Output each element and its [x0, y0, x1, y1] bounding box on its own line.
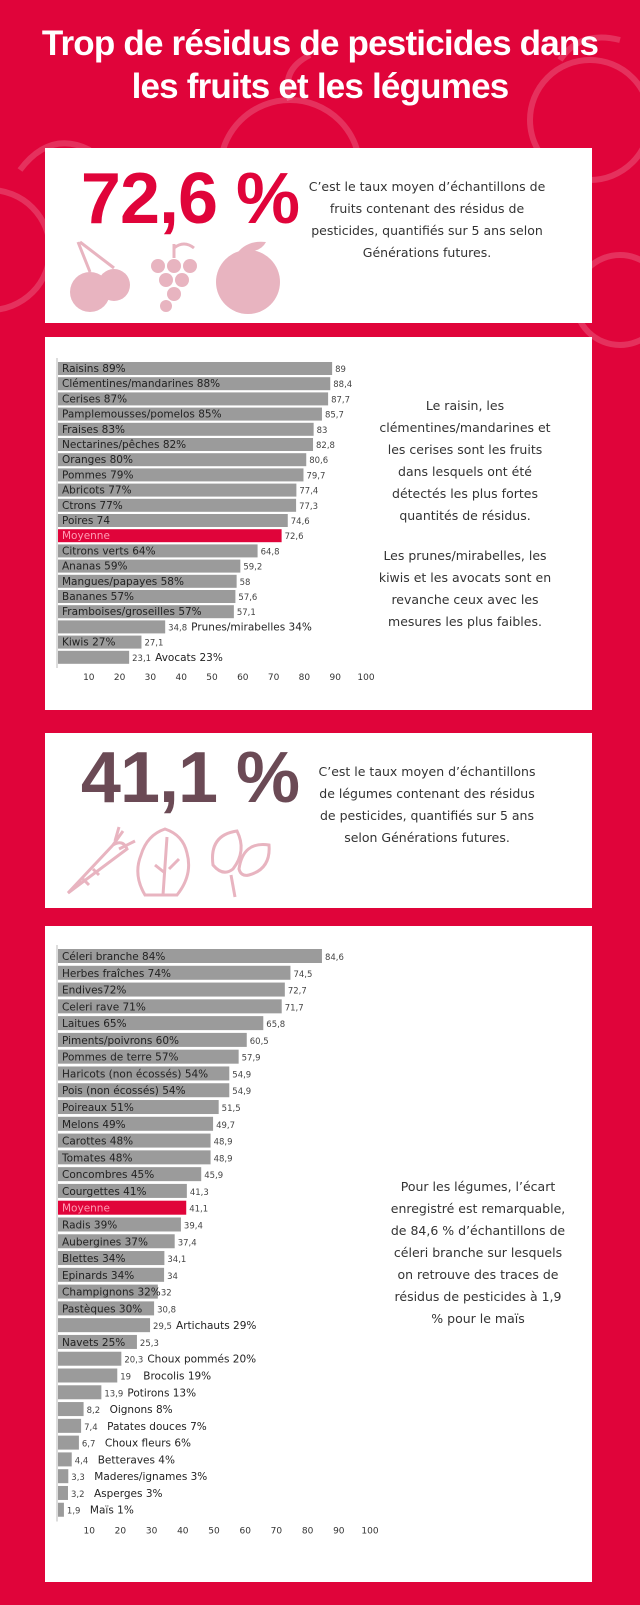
bar-value-label: 8,2	[86, 1406, 101, 1417]
x-tick-label: 40	[175, 673, 187, 683]
bar	[58, 1402, 84, 1416]
veg-stat-text: C’est le taux moyen d’échantillons de légumes contenant des résidus de pesticides, quantifiés sur 5 ans selon Générations futures.	[318, 764, 536, 845]
title-line-1: Trop de résidus de pesticides dans	[41, 24, 599, 63]
x-tick-label: 20	[113, 673, 126, 683]
bar-value-label: 77,3	[299, 501, 319, 512]
bar-value-label: 3,2	[70, 1489, 85, 1500]
veg-average-value: 41,1 %	[80, 738, 300, 818]
bar-category-label: Celeri rave 71%	[62, 1001, 146, 1014]
x-tick-label: 50	[208, 1526, 220, 1537]
bar-value-label: 57,9	[241, 1053, 261, 1064]
bar-value-label: 77,4	[299, 486, 319, 497]
bar-category-label: Patates douces 7%	[107, 1420, 207, 1433]
fruits-bar-chart	[45, 337, 375, 710]
bar-value-label: 79,7	[306, 471, 326, 482]
bar	[58, 1352, 121, 1366]
bar-value-label: 74,6	[290, 517, 310, 527]
bar-category-label: Asperges 3%	[93, 1487, 163, 1500]
bar-category-label: Artichauts 29%	[176, 1320, 257, 1333]
x-tick-label: 70	[267, 673, 280, 683]
bar-category-label: Céleri branche 84%	[62, 951, 166, 963]
bar-category-label: Pommes 79%	[62, 469, 134, 482]
bar-value-label: 72,7	[287, 986, 307, 997]
bar	[58, 1503, 64, 1517]
x-tick-label: 20	[114, 1526, 127, 1537]
bar-value-label: 83	[316, 425, 328, 436]
bar-value-label: 37,4	[177, 1238, 197, 1249]
bar-value-label: 64,8	[260, 547, 280, 558]
bar-value-label: 54,9	[232, 1087, 252, 1098]
bar-value-label: 87,7	[331, 395, 351, 406]
bar-category-label: Pois (non écossés) 54%	[62, 1085, 186, 1098]
bar-value-label: 51,5	[221, 1104, 241, 1115]
bar-value-label: 6,7	[81, 1439, 96, 1450]
bar-value-label: 19	[120, 1372, 132, 1383]
bar-category-label: Poires 74	[62, 515, 111, 527]
bar-category-label: Framboises/groseilles 57%	[62, 606, 202, 619]
bar-category-label: Epinards 34%	[62, 1269, 135, 1282]
bar-category-label: Poireaux 51%	[62, 1102, 134, 1115]
bar-category-label: Citrons verts 64%	[62, 545, 156, 558]
bar-value-label: 89	[335, 365, 346, 375]
x-tick-label: 30	[145, 1526, 158, 1537]
fruits-average-value: 72,6 %	[80, 159, 300, 239]
bar-value-label: 65,8	[266, 1020, 286, 1031]
x-tick-label: 80	[298, 673, 311, 683]
spinach-icon	[213, 831, 270, 897]
bar-value-label: 74,5	[293, 969, 313, 980]
bar	[58, 1318, 150, 1332]
bar-category-label: Pamplemousses/pomelos 85%	[62, 408, 222, 421]
grapes-icon	[151, 244, 197, 312]
bar-value-label: 34	[167, 1271, 178, 1282]
bar-category-label: Kiwis 27%	[62, 636, 116, 649]
bar-category-label: Mangues/papayes 58%	[62, 575, 184, 588]
bar-value-label: 84,6	[324, 953, 344, 963]
x-tick-label: 40	[177, 1526, 189, 1537]
x-tick-label: 80	[301, 1526, 314, 1537]
bar-category-label: Bananes 57%	[62, 591, 134, 603]
fruits-stat-card	[45, 148, 592, 323]
bar-category-label: Brocolis 19%	[143, 1370, 212, 1383]
bar-category-label: Herbes fraîches 74%	[62, 967, 172, 980]
x-tick-label: 90	[333, 1526, 345, 1537]
bar-category-label: Laitues 65%	[62, 1018, 127, 1031]
bar-value-label: 57,6	[238, 593, 258, 603]
bar-category-label: Melons 49%	[62, 1118, 126, 1131]
bar-category-label: Moyenne	[62, 530, 110, 543]
bar-category-label: Ctrons 77%	[62, 499, 123, 512]
bar-category-label: Raisins 89%	[62, 363, 126, 375]
bar-value-label: 54,9	[232, 1070, 252, 1081]
bar-category-label: Fraises 83%	[62, 423, 126, 436]
bar-category-label: Concombres 45%	[62, 1169, 155, 1182]
bar-category-label: Maderes/ignames 3%	[94, 1471, 208, 1484]
bar-value-label: 29,5	[153, 1322, 172, 1333]
x-tick-label: 60	[239, 1526, 251, 1537]
bar-category-label: Prunes/mirabelles 34%	[191, 621, 312, 634]
bar-category-label: Piments/poivrons 60%	[62, 1034, 180, 1047]
bar-category-label: Cerises 87%	[62, 393, 128, 406]
bar-value-label: 23,1	[132, 653, 152, 664]
bar-value-label: 45,9	[204, 1171, 224, 1182]
bar-value-label: 59,2	[243, 562, 263, 573]
fruit-icons	[70, 240, 285, 315]
bar-value-label: 25,3	[139, 1338, 159, 1349]
bar-value-label: 27,1	[144, 638, 164, 649]
bar-category-label: Choux fleurs 6%	[104, 1437, 192, 1450]
page-title	[0, 22, 640, 108]
bar-category-label: Abricots 77%	[62, 484, 132, 497]
bar-value-label: 4,4	[74, 1456, 89, 1467]
bar	[58, 1385, 101, 1399]
bar-category-label: Clémentines/mandarines 88%	[62, 378, 221, 391]
bar	[58, 1436, 79, 1450]
bar	[58, 651, 129, 664]
bar-category-label: Avocats 23%	[155, 651, 223, 664]
x-tick-label: 90	[329, 673, 341, 683]
bar-category-label: Tomates 48%	[62, 1152, 133, 1165]
bar-value-label: 13,9	[104, 1389, 124, 1400]
fruits-stat-text: C’est le taux moyen d’échantillons de fruits contenant des résidus de pesticides, quantifiés sur 5 ans selon Générations futures.	[308, 179, 546, 260]
bar-value-label: 30,8	[157, 1305, 177, 1316]
x-tick-label: 10	[83, 1526, 95, 1537]
bar-category-label: Ananas 59%	[62, 560, 128, 573]
bar-value-label: 34,8	[168, 623, 188, 634]
bar-category-label: Potirons 13%	[127, 1387, 197, 1400]
bar-value-label: 72,6	[284, 532, 304, 543]
x-tick-label: 60	[237, 673, 249, 683]
bar-value-label: 34,1	[167, 1255, 187, 1266]
bar-category-label: Carottes 48%	[62, 1135, 134, 1148]
x-tick-label: 100	[361, 1526, 379, 1537]
bar-value-label: 3,3	[71, 1473, 85, 1484]
bar-category-label: Navets 25%	[62, 1336, 126, 1349]
bar	[58, 1469, 68, 1483]
veg-chart-card	[45, 926, 592, 1582]
x-tick-label: 30	[144, 673, 157, 683]
bar	[58, 1452, 72, 1466]
bar-category-label: Oignons 8%	[109, 1404, 173, 1417]
bar-value-label: 88,4	[333, 380, 353, 391]
bar-value-label: 41,1	[189, 1204, 209, 1215]
bar-category-label: Courgettes 41%	[62, 1185, 147, 1198]
veg-note-text: Pour les légumes, l’écart enregistré est remarquable, de 84,6 % d’échantillons de céleri branche sur lesquels on retrouve des traces de résidus de pesticides à 1,9 % pour le maïs	[390, 1179, 566, 1326]
x-tick-label: 100	[357, 673, 375, 683]
bar-category-label: Pastèques 30%	[62, 1303, 143, 1316]
bar	[58, 620, 165, 633]
x-tick-label: 50	[206, 673, 218, 683]
bar-category-label: Nectarines/pêches 82%	[62, 439, 187, 451]
apple-icon	[216, 242, 280, 314]
bar-value-label: 85,7	[324, 410, 344, 421]
bar-category-label: Endives72%	[62, 984, 127, 997]
bar-category-label: Radis 39%	[62, 1219, 118, 1232]
bar-category-label: Choux pommés 20%	[147, 1353, 257, 1366]
bar-value-label: 49,7	[216, 1120, 236, 1131]
fruits-chart-card	[45, 337, 592, 710]
bar-value-label: 48,9	[213, 1137, 233, 1148]
bar-category-label: Moyenne	[62, 1202, 110, 1215]
bar-value-label: 71,7	[284, 1003, 304, 1014]
bar-category-label: Haricots (non écossés) 54%	[62, 1068, 209, 1081]
veg-bar-chart	[45, 926, 385, 1582]
bar-value-label: 60,5	[249, 1036, 269, 1047]
bar-value-label: 32	[160, 1288, 172, 1299]
x-tick-label: 70	[270, 1526, 283, 1537]
title-line-2: les fruits et les légumes	[131, 67, 509, 106]
bar-value-label: 57,1	[236, 608, 256, 619]
x-tick-label: 10	[83, 673, 95, 683]
bar-category-label: Blettes 34%	[62, 1253, 126, 1266]
vegetable-icons	[63, 825, 278, 900]
bar-value-label: 58	[239, 577, 251, 588]
fruits-note-para2: Les prunes/mirabelles, les kiwis et les avocats sont en revanche ceux avec les mesures les plus faibles.	[378, 548, 552, 629]
bar-value-label: 80,6	[309, 456, 329, 467]
carrot-icon	[68, 827, 135, 893]
bar-value-label: 48,9	[213, 1154, 233, 1165]
bar-category-label: Champignons 32%	[62, 1286, 161, 1299]
bar-value-label: 39,4	[183, 1221, 203, 1232]
bar-value-label: 7,4	[84, 1422, 98, 1433]
cherries-icon	[70, 242, 130, 312]
bar-category-label: Aubergines 37%	[62, 1236, 148, 1249]
bar-value-label: 41,3	[189, 1187, 209, 1198]
bar	[58, 1419, 81, 1433]
bar-value-label: 1,9	[66, 1506, 81, 1517]
lettuce-icon	[138, 829, 189, 895]
bar-category-label: Pommes de terre 57%	[62, 1051, 179, 1064]
bar	[58, 1369, 117, 1383]
bar-category-label: Oranges 80%	[62, 454, 133, 467]
bar-value-label: 82,8	[316, 441, 335, 451]
bar-category-label: Maïs 1%	[89, 1504, 134, 1517]
fruits-note-para1: Le raisin, les clémentines/mandarines et les cerises sont les fruits dans lesquels ont été détectés les plus fortes quantités de résidus.	[379, 398, 551, 523]
veg-stat-card	[45, 733, 592, 908]
bar	[58, 1486, 68, 1500]
bar-value-label: 20,3	[124, 1355, 144, 1366]
bar-category-label: Betteraves 4%	[97, 1454, 175, 1467]
